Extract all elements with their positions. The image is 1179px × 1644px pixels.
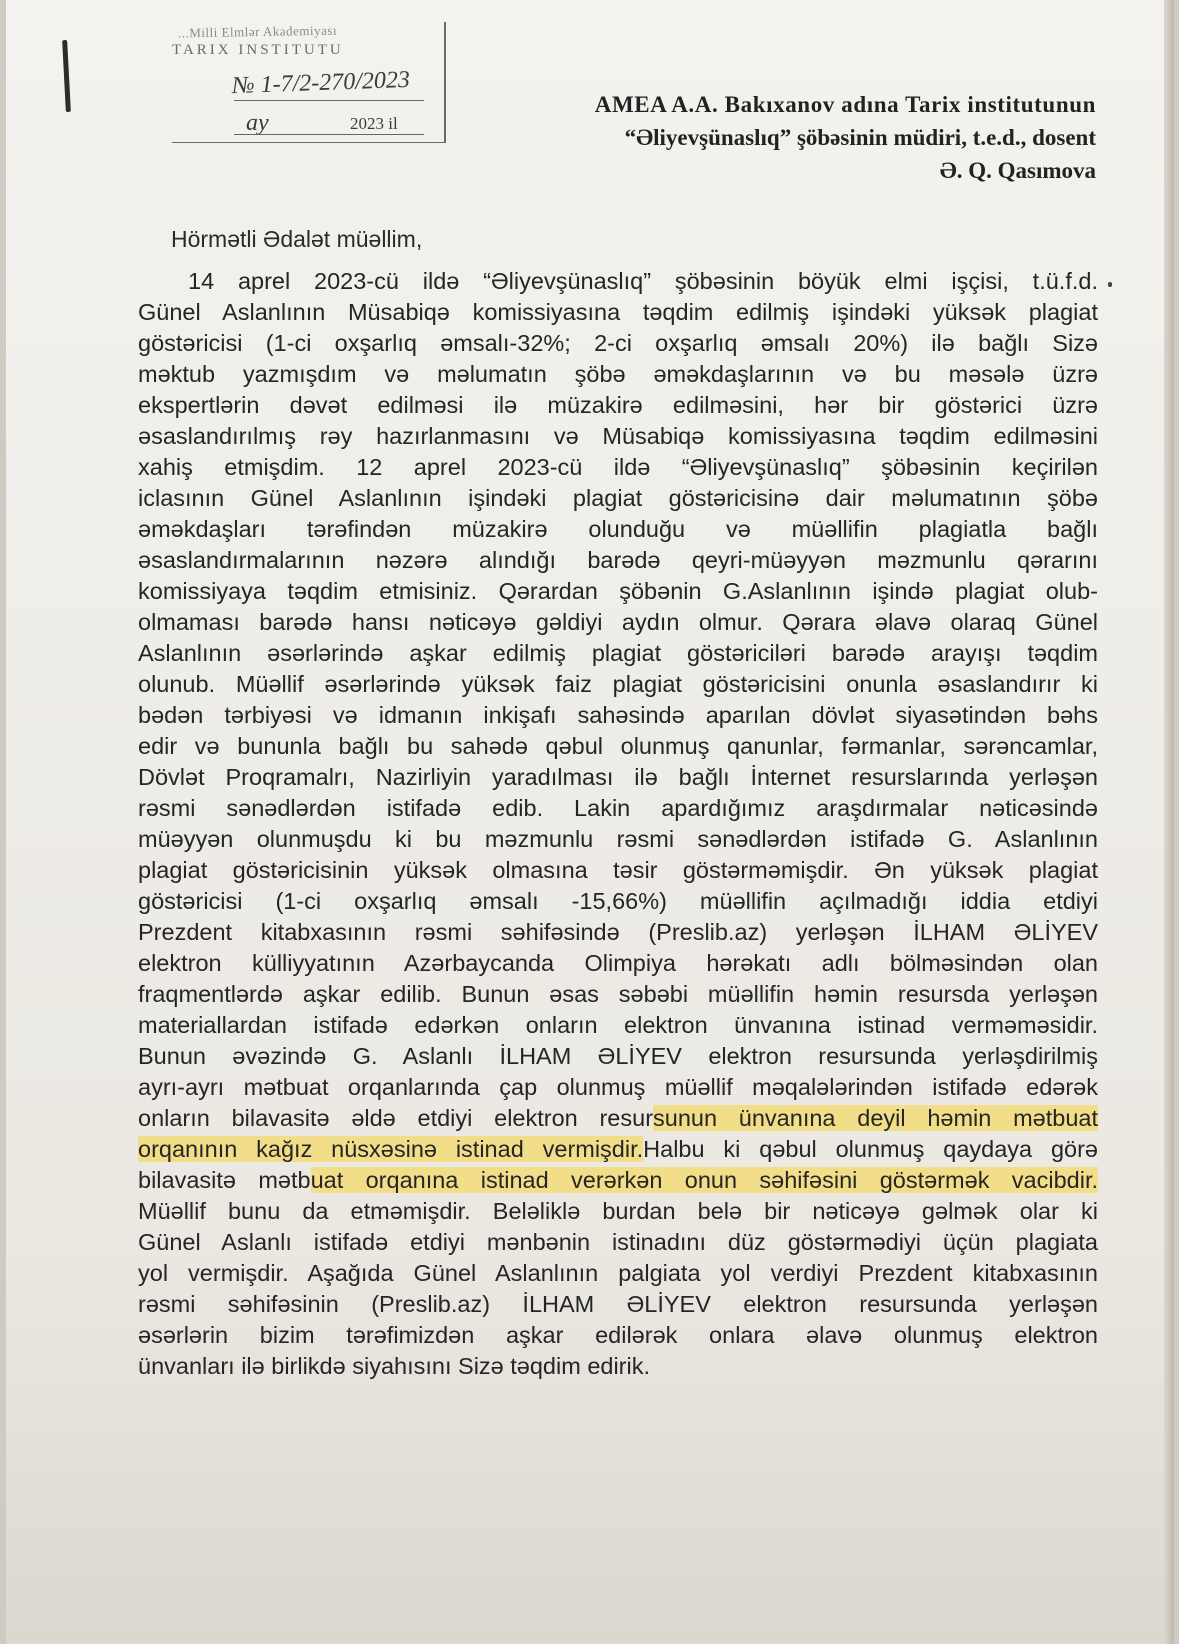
letter-text: Aslanlının əsərlərində aşkar edilmiş plagiat göstəriciləri barədə arayışı təqdim — [138, 640, 1098, 666]
letter-line — [138, 359, 1098, 390]
letter-line — [138, 1227, 1098, 1258]
letter-line — [138, 1103, 1098, 1134]
letter-line — [138, 669, 1098, 700]
letter-text: əsərlərin bizim tərəfimizdən aşkar edilərək onlara əlavə olunmuş elektron — [138, 1322, 1098, 1348]
registration-stamp — [172, 22, 446, 143]
letter-line — [138, 948, 1098, 979]
letter-line — [138, 297, 1098, 328]
letter-line — [138, 1041, 1098, 1072]
letter-text: Müəllif bunu da etməmişdir. Beləliklə burdan belə bir nəticəyə gəlmək olar ki — [138, 1198, 1098, 1224]
letter-text: onların bilavasitə əldə etdiyi elektron resur — [138, 1105, 654, 1131]
letter-line — [138, 1010, 1098, 1041]
letter-text: Halbu ki qəbul olunmuş qaydaya görə — [643, 1136, 1099, 1162]
salutation: Hörmətli Ədalət müəllim, — [171, 226, 423, 252]
highlighted-text: uat orqanına istinad verərkən onun səhifəsini göstərmək vacibdir. — [310, 1167, 1099, 1193]
letter-text: ünvanları ilə birlikdə siyahısını Sizə təqdim edirik. — [138, 1353, 651, 1379]
letter-line — [138, 607, 1098, 638]
letter-text: materiallardan istifadə edərkən onların elektron ünvanına istinad verməməsidir. — [138, 1012, 1098, 1038]
ink-speck — [1108, 282, 1112, 287]
letter-text: bədən tərbiyəsi və idmanın inkişafı sahəsində aparılan dövlət siyasətindən bəhs — [138, 702, 1098, 728]
binder-hole-mark — [62, 40, 71, 112]
letter-line — [138, 1320, 1098, 1351]
letter-text: əsaslandırmalarının nəzərə alındığı barədə qeyri-müəyyən məzmunlu qərarını — [138, 547, 1098, 573]
document-page — [6, 0, 1166, 1644]
letter-line — [138, 886, 1098, 917]
letter-text: xahiş etmişdim. 12 aprel 2023-cü ildə “Əliyevşünaslıq” şöbəsinin keçirilən — [138, 454, 1098, 480]
letter-text: Günel Aslanlı istifadə etdiyi mənbənin istinadını düz göstərmədiyi üçün plagiata — [138, 1229, 1098, 1255]
letter-line — [138, 514, 1098, 545]
stamp-underline — [234, 100, 424, 101]
letter-text: elektron külliyyatının Azərbaycanda Olimpiya hərəkatı adlı bölməsindən olan — [138, 950, 1098, 976]
stamp-handwritten-day: ay — [246, 110, 269, 136]
letter-text: Dövlət Proqramalrı, Nazirliyin yaradılması ilə bağlı İnternet resurslarında yerləşən — [138, 764, 1098, 790]
stamp-handwritten-number: № 1-7/2-270/2023 — [231, 66, 411, 100]
letter-line — [138, 328, 1098, 359]
letter-text: olmaması barədə hansı nəticəyə gəldiyi aydın olmur. Qərara əlavə olaraq Günel — [138, 609, 1098, 635]
letter-text: 14 aprel 2023-cü ildə “Əliyevşünaslıq” şöbəsinin böyük elmi işçisi, t.ü.f.d. — [188, 268, 1098, 294]
letter-text: əməkdaşları tərəfindən müzakirə olunduğu və müəllifin plagiatla bağlı — [138, 516, 1098, 542]
letter-text: məktub yazmışdım və məlumatın şöbə əməkdaşlarının və bu məsələ üzrə — [138, 361, 1098, 387]
letter-text: ayrı-ayrı mətbuat orqanlarında çap olunmuş müəllif məqalələrindən istifadə edərək — [138, 1074, 1098, 1100]
stamp-institute-text: TARIX INSTITUTU — [172, 42, 344, 58]
letter-text: Prezdent kitabxasının rəsmi səhifəsində (Preslib.az) yerləşən İLHAM ƏLİYEV — [138, 919, 1098, 945]
highlighted-text: orqanının kağız nüsxəsinə istinad vermişdir. — [138, 1136, 644, 1162]
stamp-year: 2023 il — [350, 114, 398, 133]
letter-text: göstəricisi (1-ci oxşarlıq əmsalı-32%; 2-ci oxşarlıq əmsalı 20%) ilə bağlı Sizə — [138, 330, 1098, 356]
stamp-underline — [234, 134, 424, 135]
letter-text: Bunun əvəzində G. Aslanlı İLHAM ƏLİYEV elektron resursunda yerləşdirilmiş — [138, 1043, 1098, 1069]
addressee-line: AMEA A.A. Bakıxanov adına Tarix institutunun — [594, 92, 1096, 117]
letter-line — [138, 855, 1098, 886]
letter-line — [138, 824, 1098, 855]
letter-line — [138, 483, 1098, 514]
stamp-academy-text: ...Milli Elmlər Akademiyası — [177, 22, 338, 41]
letter-text: edir və bununla bağlı bu sahədə qəbul olunmuş qanunlar, fərmanlar, sərəncamlar, — [138, 733, 1098, 759]
letter-text: iclasının Günel Aslanlının işindəki plagiat göstəricisinə dair məlumatının şöbə — [138, 485, 1098, 511]
letter-text: göstəricisi (1-ci oxşarlıq əmsalı -15,66%) müəllifin açılmadığı iddia etdiyi — [138, 888, 1098, 914]
letter-text: komissiyaya təqdim etmisiniz. Qərardan şöbənin G.Aslanlının işində plagiat olub- — [138, 578, 1098, 604]
letter-line — [138, 545, 1098, 576]
letter-text: rəsmi səhifəsinin (Preslib.az) İLHAM ƏLİYEV elektron resursunda yerləşən — [138, 1291, 1098, 1317]
letter-text: müəyyən olunmuşdu ki bu məzmunlu rəsmi sənədlərdən istifadə G. Aslanlının — [138, 826, 1098, 852]
letter-line — [138, 421, 1098, 452]
letter-line — [138, 1072, 1098, 1103]
letter-line — [138, 793, 1098, 824]
page-edge — [1164, 0, 1174, 1644]
letter-text: fraqmentlərdə aşkar edilib. Bunun əsas səbəbi müəllifin həmin resursda yerləşən — [138, 981, 1098, 1007]
letter-line — [138, 576, 1098, 607]
highlighted-text: sunun ünvanına deyil həmin mətbuat — [653, 1105, 1098, 1131]
letter-line — [138, 266, 1098, 297]
letter-text: Günel Aslanlının Müsabiqə komissiyasına təqdim edilmiş işindəki yüksək plagiat — [138, 299, 1098, 325]
addressee-header — [595, 88, 1096, 187]
letter-line — [138, 917, 1098, 948]
letter-line — [138, 1258, 1098, 1289]
letter-line — [138, 731, 1098, 762]
letter-line — [138, 638, 1098, 669]
letter-line — [138, 1351, 1098, 1382]
letter-text: rəsmi sənədlərdən istifadə edib. Lakin apardığımız araşdırmalar nəticəsində — [138, 795, 1098, 821]
letter-text: plagiat göstəricisinin yüksək olmasına təsir göstərməmişdir. Ən yüksək plagiat — [138, 857, 1098, 883]
letter-text: yol vermişdir. Aşağıda Günel Aslanlının palgiata yol verdiyi Prezdent kitabxasının — [138, 1260, 1098, 1286]
letter-line — [138, 1196, 1098, 1227]
letter-line — [138, 1134, 1098, 1165]
letter-body — [138, 266, 1098, 1382]
letter-text: ekspertlərin dəvət edilməsi ilə müzakirə edilməsini, hər bir göstərici üzrə — [138, 392, 1098, 418]
letter-line — [138, 1289, 1098, 1320]
addressee-line: “Əliyevşünaslıq” şöbəsinin müdiri, t.e.d., dosent — [624, 125, 1096, 150]
letter-text: əsaslandırılmış rəy hazırlanmasını və Müsabiqə komissiyasına təqdim edilməsini — [138, 423, 1098, 449]
letter-line — [138, 1165, 1098, 1196]
letter-text: bilavasitə mətb — [138, 1167, 311, 1193]
letter-text: olunub. Müəllif əsərlərində yüksək faiz plagiat göstəricisini onunla əsaslandırır ki — [138, 671, 1098, 697]
addressee-name: Ə. Q. Qasımova — [939, 158, 1096, 183]
letter-line — [138, 762, 1098, 793]
letter-line — [138, 390, 1098, 421]
letter-line — [138, 452, 1098, 483]
letter-line — [138, 700, 1098, 731]
letter-line — [138, 979, 1098, 1010]
